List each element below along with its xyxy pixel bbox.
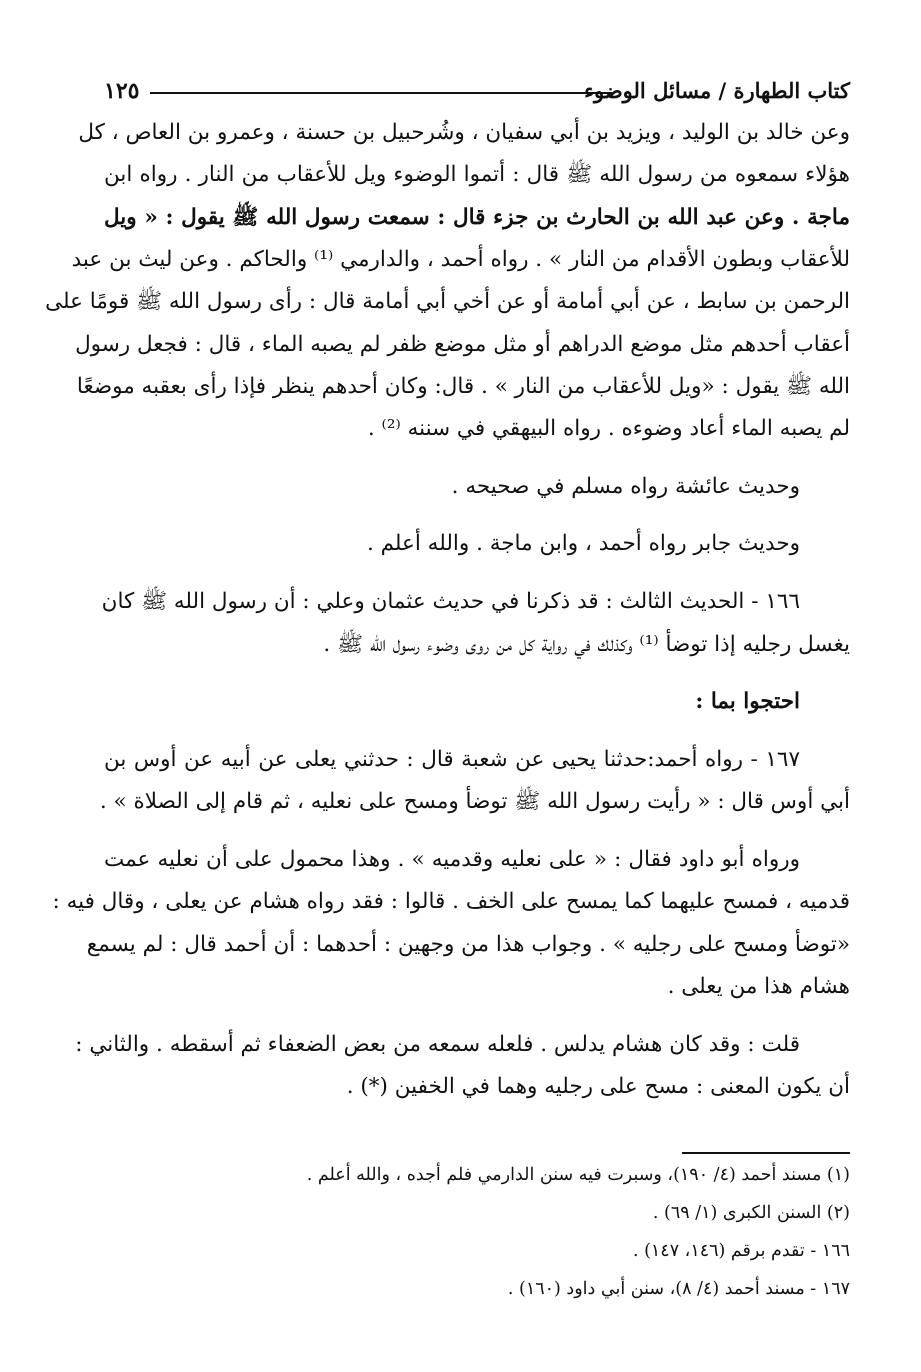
text-line: يغسل رجليه إذا توضأ ⁽¹⁾ وكذلك في رواية كل من روى وضوء رسول الله ﷺ .: [323, 632, 850, 657]
text-line: وعن خالد بن الوليد ، ويزيد بن أبي سفيان ، وشُرحبيل بن حسنة ، وعمرو بن العاص ، كل: [78, 120, 850, 145]
text-line: أبي أوس قال : « رأيت رسول الله ﷺ توضأ ومسح على نعليه ، ثم قام إلى الصلاة » .: [99, 789, 850, 814]
book-page: [45, 72, 850, 1362]
footnote-1: (١) مسند أحمد (٤/ ١٩٠)، وسبرت فيه سنن الدارمي فلم أجده ، والله أعلم .: [306, 1165, 850, 1185]
text-line: الله ﷺ يقول : «ويل للأعقاب من النار » . قال: وكان أحدهم ينظر فإذا رأى بعقبه موضعًا: [76, 374, 850, 399]
text-line: قدميه ، فمسح عليهما كما يمسح على الخف . قالوا : فقد رواه هشام عن يعلى ، وقال فيه :: [52, 889, 850, 914]
text-line: هؤلاء سمعوه من رسول الله ﷺ قال : أتموا الوضوء ويل للأعقاب من النار . رواه ابن: [104, 162, 850, 187]
text-line: أعقاب أحدهم مثل موضع الدراهم أو مثل موضع ظفر لم يصبه الماء ، قال : فجعل رسول: [75, 332, 850, 357]
footnote-167: ١٦٧ - مسند أحمد (٤/ ٨)، سنن أبي داود (١٦٠) .: [507, 1279, 850, 1299]
footnote-166: ١٦٦ - تقدم برقم (١٤٦، ١٤٧) .: [632, 1241, 850, 1261]
text-line: للأعقاب وبطون الأقدام من النار » . رواه أحمد ، والدارمي ⁽¹⁾ والحاكم . وعن ليث بن عبد: [71, 247, 850, 272]
text-line: قلت : وقد كان هشام يدلس . فلعله سمعه من بعض الضعفاء ثم أسقطه . والثاني :: [75, 1032, 800, 1057]
text-line: وحديث عائشة رواه مسلم في صحيحه .: [451, 474, 800, 499]
header-rule: [150, 92, 612, 94]
page-number: ١٢٥: [104, 78, 140, 104]
text-line: لم يصبه الماء أعاد وضوءه . رواه البيهقي في سننه ⁽²⁾ .: [367, 416, 850, 441]
footnote-rule: [682, 1152, 850, 1154]
text-line: ماجة . وعن عبد الله بن الحارث بن جزء قال : سمعت رسول الله ﷺ يقول : « ويل: [104, 205, 850, 230]
running-header: [104, 72, 850, 112]
text-line: ورواه أبو داود فقال : « على نعليه وقدميه » . وهذا محمول على أن نعليه عمت: [104, 847, 800, 872]
section-heading: احتجوا بما :: [695, 689, 800, 714]
footnote-2: (٢) السنن الكبرى (١/ ٦٩) .: [652, 1203, 850, 1223]
text-line: أن يكون المعنى : مسح على رجليه وهما في الخفين (*) .: [346, 1074, 850, 1099]
text-line: «توضأ ومسح على رجليه » . وجواب هذا من وجهين : أحدهما : أن أحمد قال : لم يسمع: [86, 932, 850, 957]
text-line: وحديث جابر رواه أحمد ، وابن ماجة . والله أعلم .: [366, 531, 800, 556]
hadith-167-heading: ١٦٧ - رواه أحمد:حدثنا يحيى عن شعبة قال : حدثني يعلى عن أبيه عن أوس بن: [104, 747, 800, 772]
header-title: كتاب الطهارة / مسائل الوضوء: [584, 78, 850, 103]
text-line: هشام هذا من يعلى .: [667, 974, 850, 999]
text-line: الرحمن بن سابط ، عن أبي أمامة أو عن أخي أبي أمامة قال : رأى رسول الله ﷺ قومًا على: [45, 289, 850, 314]
hadith-166-heading: ١٦٦ - الحديث الثالث : قد ذكرنا في حديث عثمان وعلي : أن رسول الله ﷺ كان: [101, 589, 800, 614]
